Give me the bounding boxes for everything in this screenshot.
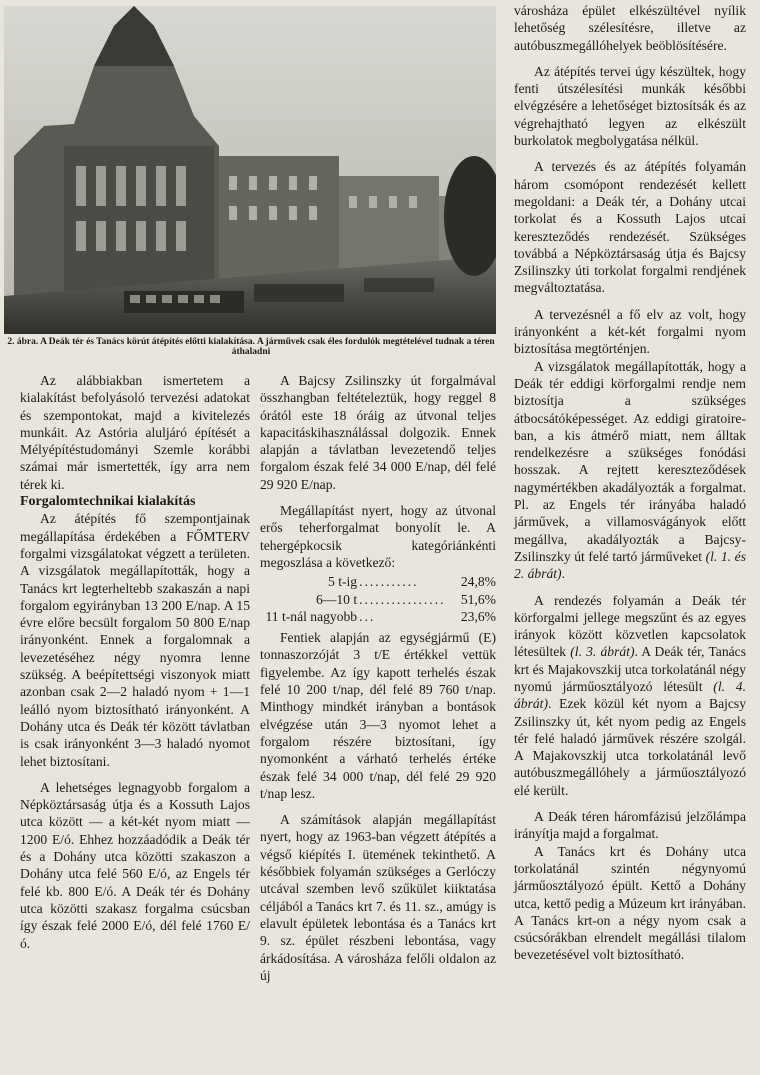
paragraph: Fentiek alapján az egységjármű (E) tonnaszorzóját 3 t/E értékkel vettük figyelembe. Az így kapott terhelés észak felé 10 200 t/nap, dél felé 89 760 t/nap. Minthogy mindkét irányban a bontások elvégzése után 3—3 nyomot lehet a forgalom részére biztosítani, így nyomonként a várható terhelés értéke észak felé 34 000 t/nap, dél felé 29 920 t/nap lesz. [260,630,496,801]
paragraph: A Tanács krt és Dohány utca torkolatánál szintén négynyomú járműosztályozó épült. Kettő a Dohány utca, kettő pedig a Múzeum krt irányában. A Tanács krt-on a négy nyom csak a csúcsórákban elrendelt megállási tilalom bevezetésével volt biztosítható. [514,843,746,963]
column-1 [20,372,250,952]
category-label: 11 t-nál nagyobb [265,608,358,624]
section-heading: Forgalomtechnikai kialakítás [20,494,196,510]
figure-2-photo [4,6,496,334]
paragraph: A tervezésnél a fő elv az volt, hogy irányonként a két-két forgalmi nyom biztosítása megtörténjen. [514,306,746,357]
text-run: . Ezek közül két nyom a Bajcsy Zsilinszky út, két nyom pedig az Engels tér felé haladó járművek részére szolgál. A Majakovszkij utca torkolatánál levő autóbuszmegállóhely a járműosztályozó elé került. [514,696,746,798]
category-value: 24,8% [460,574,496,590]
table-row [260,591,496,608]
paragraph: A számítások alapján megállapítást nyert, hogy az 1963-ban végzett átépítés a végső kiépítés I. ütemének tekinthető. A későbbiek folyamán szükséges a Gerlóczy utcával szemben levő szűkület kiiktatása céljából a Tanács krt 7. és 11. sz., amúgy is elavult épületek lebontása és a Tanács krt 9. sz. épület részbeni lebontása, vagy árkádosítása. A városháza felőli oldalon az új [260,812,496,983]
paragraph: Az alábbiakban ismertetem a kialakítást befolyásoló tervezési adatokat és szempontokat, majd a kivitelezés munkáit. Az Astória aluljáró építését a Mélyépítéstudományi Szemle korábbi számai már ismertették, így arra nem térek ki. [20,373,250,492]
leader-dots: ........... [359,574,419,590]
paragraph: városháza épület elkészültével nyílik lehetőség szélesítésre, illetve az autóbuszmegállóhelyek beöblösítésére. [514,3,746,53]
column-2 [260,372,496,984]
paragraph [514,358,746,583]
paragraph: A Deák téren háromfázisú jelzőlámpa irányítja majd a forgalmat. [514,809,746,842]
figure-caption: 2. ábra. A Deák tér és Tanács körút átépítés előtti kialakítása. A járművek csak éles fordulók megtételével tudnak a téren áthaladni [7,337,495,357]
category-value: 23,6% [460,608,496,624]
table-row [260,573,496,590]
paragraph: Megállapítást nyert, hogy az útvonal erős teherforgalmat bonyolít le. A tehergépkocsik kategóriánkénti megoszlása a következő: [260,503,496,570]
category-label: 5 t-ig [328,574,358,590]
truck-category-table [260,573,496,625]
table-row [260,608,496,625]
figure-reference: (l. 3. ábrát) [570,644,635,660]
text-run: A vizsgálatok megállapították, hogy a Deák tér eddigi körforgalmi rendje nem biztosítja a szükséges átbocsátóképességet. Az eddigi giratoire-ban, a kis átmérő miatt, nem álltak rendelkezésre a szükséges fonódási hosszak. A rejtett kereszteződések nagymértékben akadályozták a forgalmat. Pl. az Engels tér irányába haladó járművek, a villamosvágányok előtt megállva, akadályozták a Bajcsy-Zsilinszky út felé tartó járműveket [514,358,746,564]
street-scene-image [4,6,496,334]
paragraph: Az átépítés tervei úgy készültek, hogy fenti útszélesítési munkák későbbi elvégzésére a lehetőséget biztosítsák és az végrehajtható legyen az elkészült burkolatok megbolygatása nélkül. [514,63,746,149]
text-run: . A Deák tér, Tanács krt és Majakovszkij utca torkolatánál négy nyomú járműosztályozó létesült [514,644,746,694]
text-run: A rendezés folyamán a Deák tér körforgalmi jellege megszűnt és az egyes irányok között közvetlen kapcsolatok létesültek [514,592,746,660]
category-value: 51,6% [460,591,496,607]
paragraph: A lehetséges legnagyobb forgalom a Népköztársaság útja és a Kossuth Lajos utca között — a két-két nyom miatt — 1200 E/ó. Ehhez hozzáadódik a Deák tér és a Dohány utca közötti szakaszon a Dohány utca felé 560 E/ó, az Engels tér felé kb. 800 E/ó. A Deák tér és Dohány utca közötti szakasz forgalma csúcsban így észak felé 2000 E/ó, dél felé 1760 E/ó. [20,779,250,951]
column-3 [514,2,746,964]
paragraph: A Bajcsy Zsilinszky út forgalmával összhangban feltételeztük, hogy reggel 8 órától este 18 óráig az útvonal teljes kapacitáskihasználással dolgozik. Ennek alapján a távlatban levezetendő teljes forgalom észak felé 34 000 E/nap, dél felé 29 920 E/nap. [260,373,496,492]
leader-dots: ................ [359,591,446,607]
category-label: 6—10 t [315,591,358,607]
paragraph [514,592,746,800]
leader-dots: ... [359,608,376,624]
figure-reference: (l. 4. ábrát) [514,678,747,712]
paragraph: A tervezés és az átépítés folyamán három csomópont rendezését kellett megoldani: a Deák tér, a Dohány utcai torkolat és a Kossuth Lajos utcai kereszteződés rendezését. Szükséges továbbá a Népköztársaság útja és Bajcsy Zsilinszky úti torkolat forgalmi rendjének megváltoztatása. [514,159,746,296]
text-run: . [561,566,565,582]
figure-reference: (l. 1. és 2. ábrát) [514,548,746,582]
paragraph: Az átépítés fő szempontjainak megállapítása érdekében a FŐMTERV forgalmi vizsgálatokat végzett a területen. A vizsgálatok megállapították, hogy a Tanács krt legterheltebb szakaszán a napi forgalom egyirányban 13 200 E/nap. A 15 évre előre becsült forgalom 50 800 E/nap irányonként. Ennek a forgalomnak a levezetéséhez négy nyomra lenne szükség. A beépítettségi viszonyok miatt azonban csak 2—2 haladó nyom + 1—1 leálló nyom biztosítható irányonként. A Dohány utca és Deák tér között távlatban is csak irányonként 3—3 haladó nyomot lehet biztosítani. [20,511,250,769]
